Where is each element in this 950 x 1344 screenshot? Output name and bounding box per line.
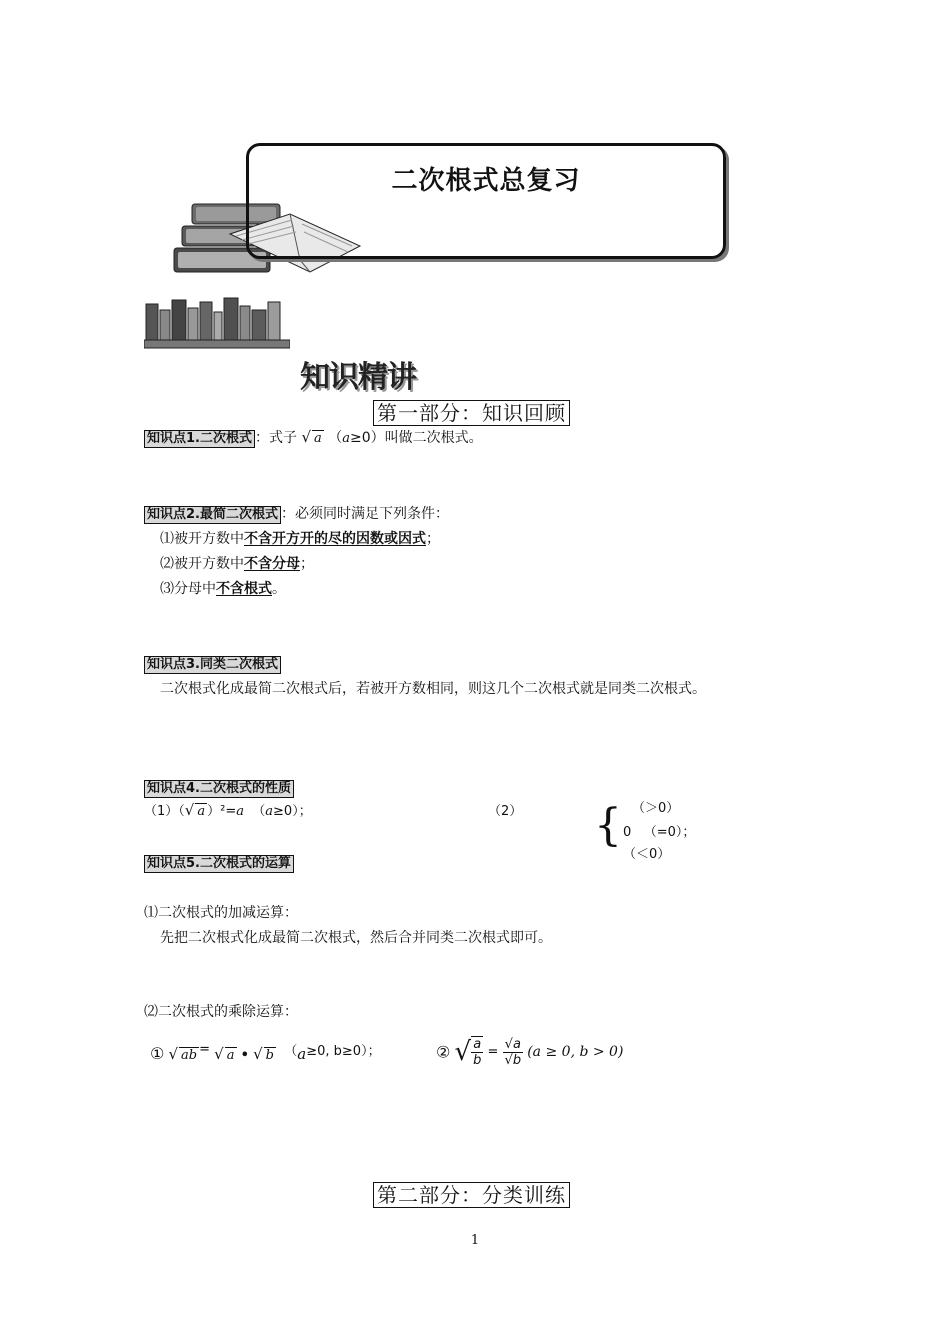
bookshelf-icon — [144, 296, 290, 350]
kp2-item-1: ⑴被开方数中不含开方开的尽的因数或因式； — [160, 531, 440, 547]
part2-title: 第二部分：分类训练 — [373, 1182, 570, 1208]
kp4-label: 知识点4.二次根式的性质 — [144, 780, 294, 798]
kp2-item-2: ⑵被开方数中不含分母； — [160, 556, 314, 572]
kp3-line — [144, 653, 281, 674]
case-2: 0 （=0）； — [623, 825, 696, 840]
part1-title: 第一部分：知识回顾 — [373, 400, 570, 426]
case-3: （＜0） — [623, 847, 671, 862]
kp2-item-3: ⑶分母中不含根式。 — [160, 581, 286, 597]
sqrt-icon: √ — [253, 1045, 263, 1063]
sqrt-icon: √ — [168, 1045, 179, 1063]
sqrt-icon: √ — [301, 428, 311, 446]
kp1-line — [144, 427, 483, 448]
kp1-label: 知识点1.二次根式 — [144, 430, 255, 448]
kp1-text-a: ：式子 — [254, 430, 297, 446]
kp4-property-1: （1）（√ a ）²=a （a≥0）； — [144, 801, 312, 819]
formula-1: ① √ ab = √ a • √ b （a≥0, b≥0）； — [150, 1042, 381, 1063]
kp2-line — [144, 503, 449, 524]
sqrt-icon: √ — [454, 1037, 472, 1067]
kp3-label: 知识点3.同类二次根式 — [144, 656, 281, 674]
kp2-label: 知识点2.最简二次根式 — [144, 506, 281, 524]
page-number: 1 — [470, 1233, 480, 1248]
kp2-intro: ：必须同时满足下列条件： — [280, 506, 449, 522]
kp5-mul-title: ⑵二次根式的乘除运算： — [144, 1004, 298, 1020]
case-1: （＞0） — [632, 801, 680, 816]
sqrt-icon: √ — [214, 1045, 224, 1063]
kp3-text: 二次根式化成最简二次根式后，若被开方数相同，则这几个二次根式就是同类二次根式。 — [160, 681, 706, 697]
section-banner: 知识精讲 — [300, 360, 416, 395]
kp5-add-text: 先把二次根式化成最简二次根式，然后合并同类二次根式即可。 — [160, 930, 552, 946]
kp5-add-title: ⑴二次根式的加减运算： — [144, 905, 298, 921]
kp1-var: a — [342, 431, 350, 446]
title-box — [246, 143, 726, 259]
sqrt-icon: √ — [184, 801, 195, 819]
brace-icon: { — [594, 800, 622, 851]
kp1-text-b: （ — [328, 430, 343, 446]
kp1-radicand: a — [314, 431, 322, 446]
kp5-label: 知识点5.二次根式的运算 — [144, 855, 294, 873]
kp4-line — [144, 777, 294, 798]
kp5-line — [144, 852, 294, 873]
kp4-property-2-label: （2） — [488, 804, 523, 819]
page-title: 二次根式总复习 — [391, 166, 581, 196]
kp1-text-c: ≥0）叫做二次根式。 — [349, 430, 483, 446]
formula-2: ② √ $\frac{a}{b}$ = $\frac{√a}{√b}$ (a ≥ 0, b > 0) — [436, 1036, 624, 1068]
